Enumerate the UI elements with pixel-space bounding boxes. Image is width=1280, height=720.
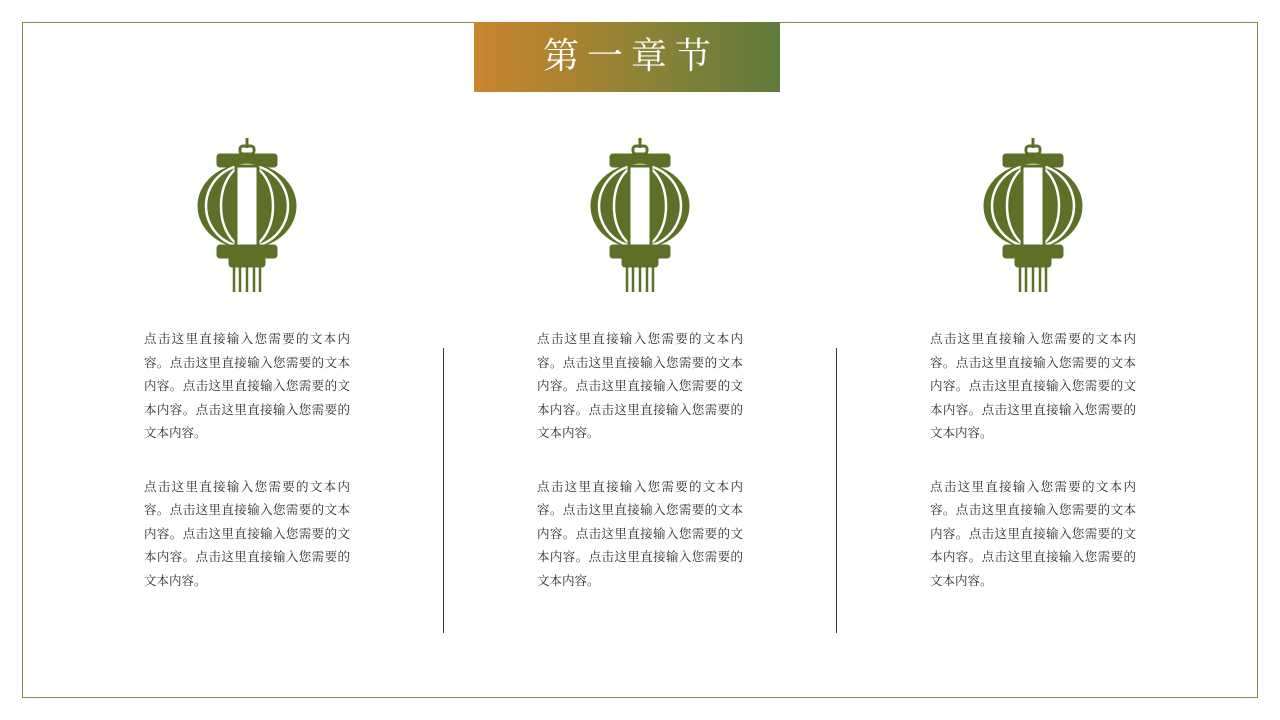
column-paragraph: 点击这里直接输入您需要的文本内容。点击这里直接输入您需要的文本内容。点击这里直接输入您需要的文本内容。点击这里直接输入您需要的文本内容。	[930, 331, 1136, 440]
content-column-2	[453, 130, 827, 592]
column-paragraph: 点击这里直接输入您需要的文本内容。点击这里直接输入您需要的文本内容。点击这里直接输入您需要的文本内容。点击这里直接输入您需要的文本内容。	[537, 331, 743, 440]
content-columns	[60, 130, 1220, 633]
lantern-icon	[182, 130, 312, 305]
column-paragraph: 点击这里直接输入您需要的文本内容。点击这里直接输入您需要的文本内容。点击这里直接输入您需要的文本内容。点击这里直接输入您需要的文本内容。	[537, 478, 743, 588]
column-paragraph: 点击这里直接输入您需要的文本内容。点击这里直接输入您需要的文本内容。点击这里直接输入您需要的文本内容。点击这里直接输入您需要的文本内容。	[144, 478, 350, 588]
lantern-icon	[575, 130, 705, 305]
column-paragraph: 点击这里直接输入您需要的文本内容。点击这里直接输入您需要的文本内容。点击这里直接输入您需要的文本内容。点击这里直接输入您需要的文本内容。	[144, 331, 350, 440]
lantern-icon	[968, 130, 1098, 305]
page-title: 第一章节	[542, 36, 719, 77]
column-divider-1	[434, 130, 453, 633]
column-divider-2	[827, 130, 846, 633]
content-column-1	[60, 130, 434, 592]
chapter-title-banner	[474, 22, 780, 92]
content-column-3	[846, 130, 1220, 592]
column-paragraph: 点击这里直接输入您需要的文本内容。点击这里直接输入您需要的文本内容。点击这里直接输入您需要的文本内容。点击这里直接输入您需要的文本内容。	[930, 478, 1136, 588]
